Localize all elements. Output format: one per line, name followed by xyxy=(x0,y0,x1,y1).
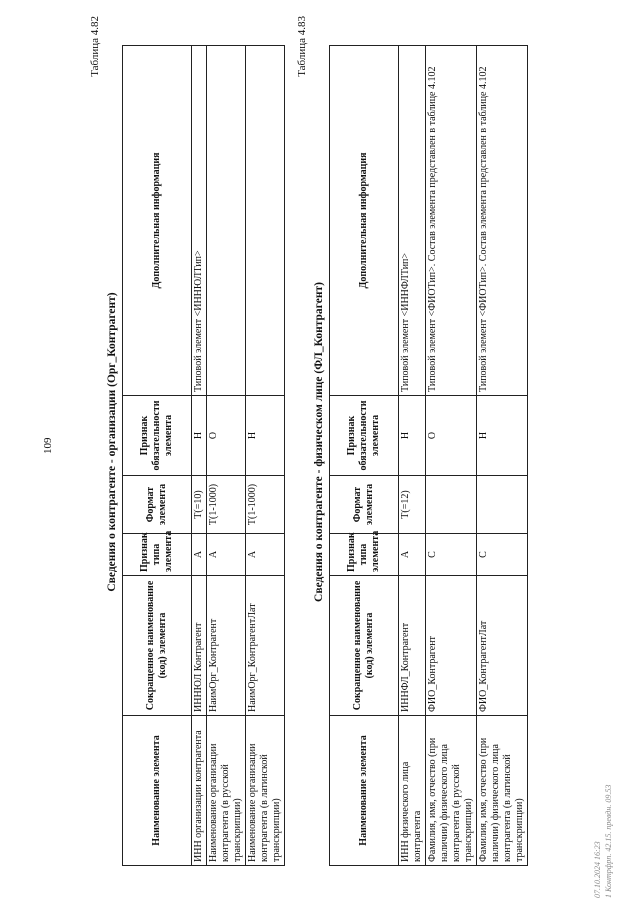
column-header: Признак типа элемента xyxy=(123,534,192,576)
cell: Типовой элемент <ФИОТип>. Состав элемента представлен в таблице 4.102 xyxy=(477,46,528,396)
cell: T(1-1000) xyxy=(207,476,246,534)
cell: ИНН организации контрагента xyxy=(192,716,207,866)
table-row xyxy=(477,46,528,866)
header-row xyxy=(123,46,192,866)
cell: А xyxy=(207,534,246,576)
table-title: Сведения о контрагенте - организации (Орг_Контрагент) xyxy=(106,292,118,592)
column-header: Дополнительная информация xyxy=(330,46,399,396)
page-number: 109 xyxy=(42,437,54,454)
cell: О xyxy=(426,396,477,476)
cell: T(=10) xyxy=(192,476,207,534)
column-header: Сокращенное наименование (код) элемента xyxy=(123,576,192,716)
table-4-82 xyxy=(122,45,285,866)
cell xyxy=(426,476,477,534)
cell: С xyxy=(426,534,477,576)
cell xyxy=(246,46,285,396)
table-row xyxy=(246,46,285,866)
table-row xyxy=(207,46,246,866)
cell: Наименование организации контрагента (в русской транскрипции) xyxy=(207,716,246,866)
cell: Н xyxy=(246,396,285,476)
column-header: Сокращенное наименование (код) элемента xyxy=(330,576,399,716)
table-row xyxy=(399,46,426,866)
cell: ИННФЛ_Контрагент xyxy=(399,576,426,716)
cell: О xyxy=(207,396,246,476)
cell: Н xyxy=(399,396,426,476)
cell: Н xyxy=(477,396,528,476)
table-number: Таблица 4.82 xyxy=(89,16,101,77)
table-title: Сведения о контрагенте - физическом лице (ФЛ_Контрагент) xyxy=(313,282,325,602)
table-row xyxy=(192,46,207,866)
print-stamp-line: 1 Контрфрп. 42.15. превдн. 09.53 xyxy=(604,784,613,898)
cell: НаимОрг_Контрагент xyxy=(207,576,246,716)
cell: Типовой элемент <ИННЮЛТип> xyxy=(192,46,207,396)
cell xyxy=(207,46,246,396)
cell: Типовой элемент <ИННФЛТип> xyxy=(399,46,426,396)
cell: T(=12) xyxy=(399,476,426,534)
column-header: Признак типа элемента xyxy=(330,534,399,576)
cell: Фамилия, имя, отчество (при наличии) физического лица контрагента (в русской транскрипции) xyxy=(426,716,477,866)
column-header: Дополнительная информация xyxy=(123,46,192,396)
column-header: Формат элемента xyxy=(123,476,192,534)
cell: T(1-1000) xyxy=(246,476,285,534)
column-header: Формат элемента xyxy=(330,476,399,534)
table-4-82-block xyxy=(89,12,285,872)
header-row xyxy=(330,46,399,866)
cell: ФИО_Контрагент xyxy=(426,576,477,716)
table-row xyxy=(426,46,477,866)
cell xyxy=(477,476,528,534)
cell: А xyxy=(399,534,426,576)
cell: А xyxy=(246,534,285,576)
cell: С xyxy=(477,534,528,576)
table-number: Таблица 4.83 xyxy=(296,16,308,77)
cell: НаимОрг_КонтрагентЛат xyxy=(246,576,285,716)
cell: ФИО_КонтрагентЛат xyxy=(477,576,528,716)
cell: А xyxy=(192,534,207,576)
cell: ИННЮЛ Контрагент xyxy=(192,576,207,716)
column-header: Наименование элемента xyxy=(330,716,399,866)
column-header: Признак обязательности элемента xyxy=(330,396,399,476)
cell: Типовой элемент <ФИОТип>. Состав элемента представлен в таблице 4.102 xyxy=(426,46,477,396)
cell: Наименование организации контрагента (в латинской транскрипции) xyxy=(246,716,285,866)
cell: ИНН физического лица контрагента xyxy=(399,716,426,866)
print-stamp-line: 07.10.2024 16:23 xyxy=(593,841,602,898)
cell: Фамилия, имя, отчество (при наличии) физического лица контрагента (в латинской транскрипции) xyxy=(477,716,528,866)
table-4-83 xyxy=(329,45,528,866)
column-header: Признак обязательности элемента xyxy=(123,396,192,476)
cell: Н xyxy=(192,396,207,476)
column-header: Наименование элемента xyxy=(123,716,192,866)
table-4-83-block xyxy=(296,12,528,872)
